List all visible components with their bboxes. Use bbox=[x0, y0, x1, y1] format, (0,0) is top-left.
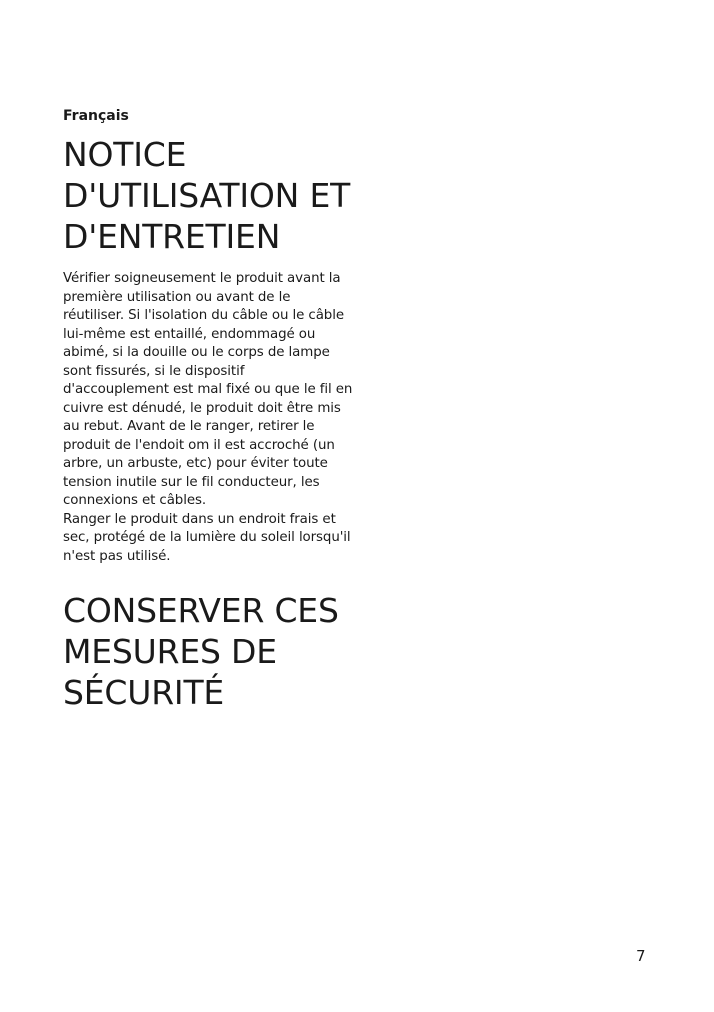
language-label: Français bbox=[63, 108, 129, 124]
section-heading-safety: CONSERVER CES MESURES DE SÉCURITÉ bbox=[63, 591, 339, 712]
page-number: 7 bbox=[636, 947, 646, 965]
content-column bbox=[63, 106, 353, 713]
section-heading-usage-care: NOTICE D'UTILISATION ET D'ENTRETIEN bbox=[63, 135, 351, 256]
body-paragraph: Vérifier soigneusement le produit avant la première utilisation ou avant de le réutiliser. Si l'isolation du câble ou le câble lui-même est entaillé, endommagé ou abimé, si la douille ou le corps de lampe sont fissurés, si le dispositif d'accouplement est mal fixé ou que le fil en cuivre est dénudé, le produit doit être mis au rebut. Avant de le ranger, retirer le produit de l'endoit om il est accroché (un arbre, un arbuste, etc) pour éviter toute tension inutile sur le fil conducteur, les connexions et câbles. Ranger le produit dans un endroit frais et sec, protégé de la lumière du soleil lorsqu'il n'est pas utilisé. bbox=[63, 271, 353, 564]
